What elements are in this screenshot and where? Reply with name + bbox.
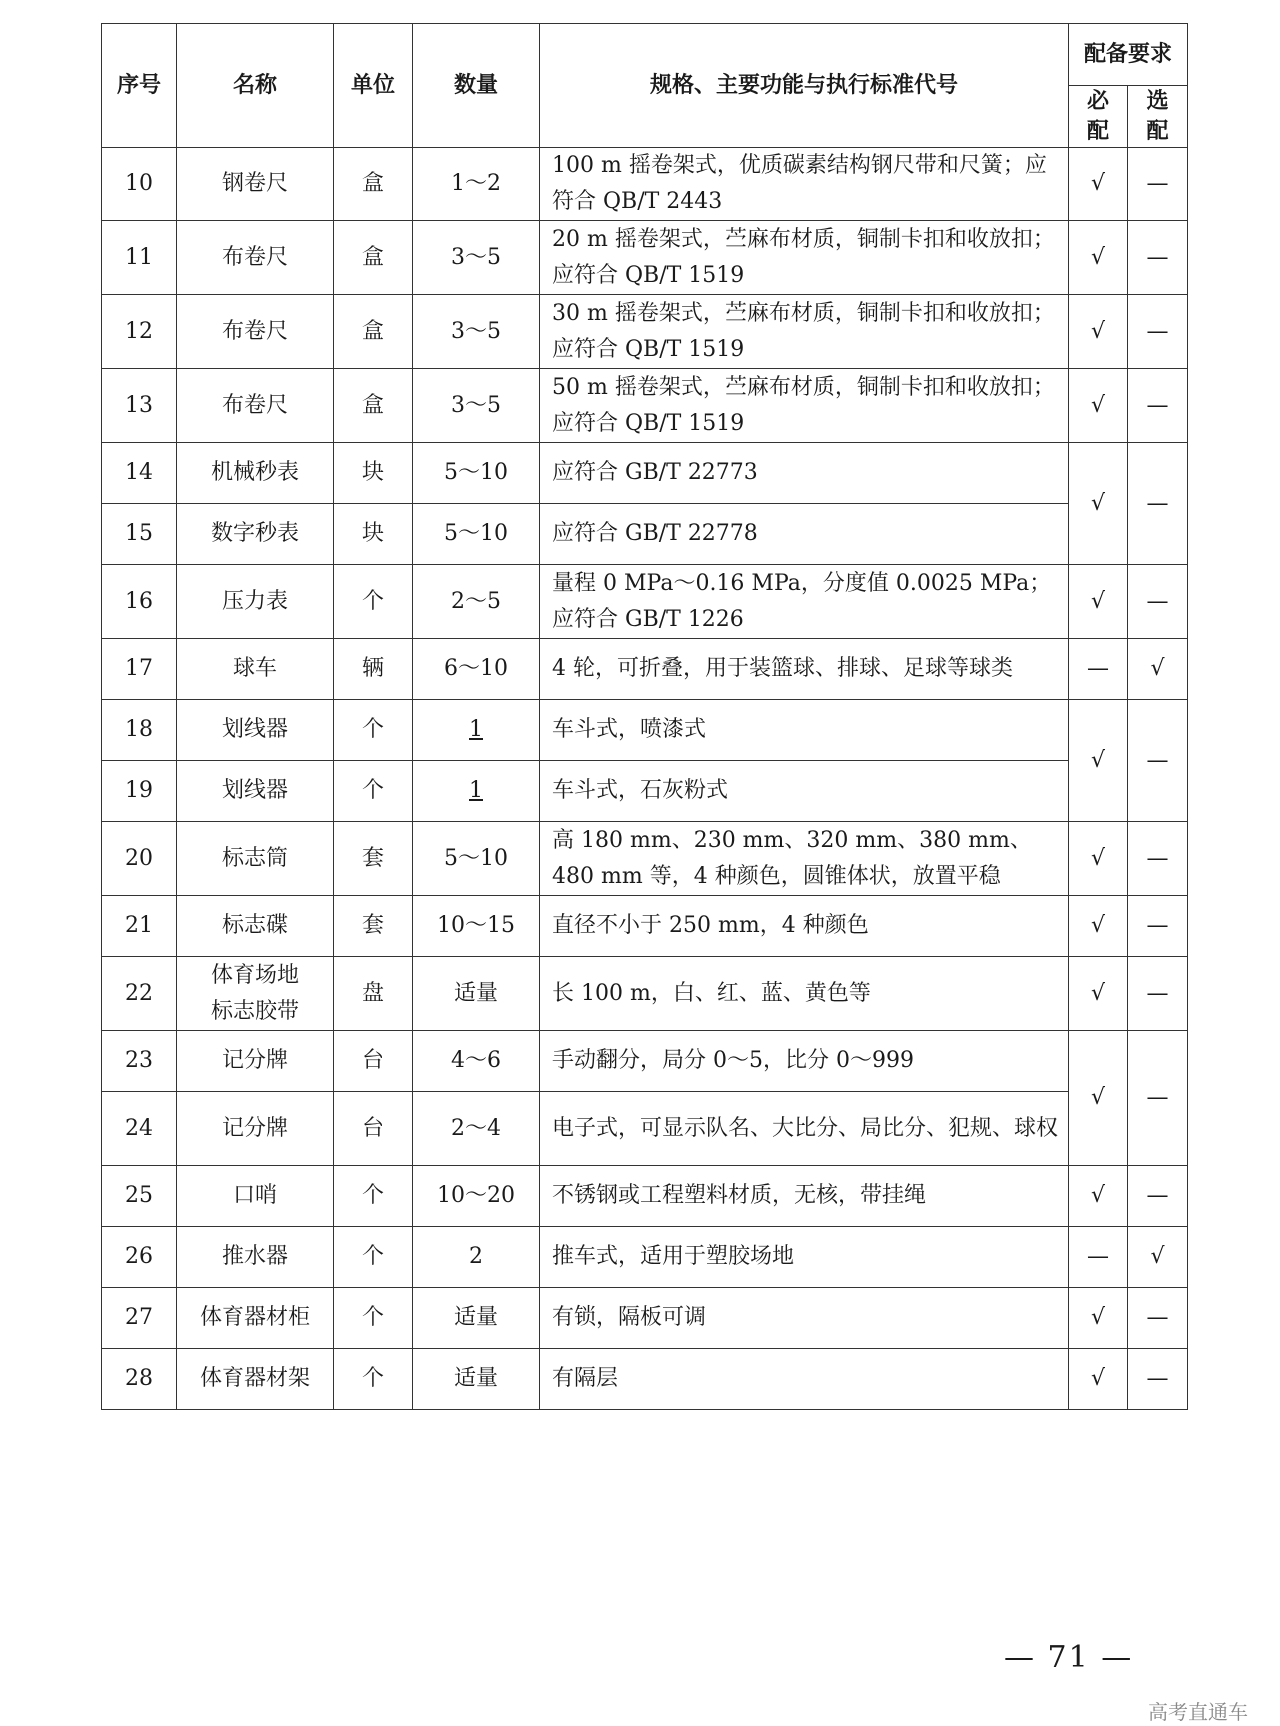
cell-must: √ [1069, 896, 1128, 957]
cell-qty: 适量 [413, 957, 540, 1031]
cell-must: √ [1069, 565, 1128, 639]
header-must: 必配 [1069, 86, 1128, 148]
header-optional: 选配 [1128, 86, 1188, 148]
cell-name: 球车 [177, 639, 334, 700]
cell-qty: 1 [413, 761, 540, 822]
cell-unit: 辆 [334, 639, 413, 700]
cell-qty: 3～5 [413, 295, 540, 369]
cell-optional: — [1128, 221, 1188, 295]
table-row [102, 221, 1188, 295]
header-seq: 序号 [102, 24, 177, 148]
cell-must: — [1069, 639, 1128, 700]
cell-name: 布卷尺 [177, 295, 334, 369]
table-row [102, 1349, 1188, 1410]
cell-qty: 10～15 [413, 896, 540, 957]
cell-unit: 盘 [334, 957, 413, 1031]
cell-spec: 100 m 摇卷架式，优质碳素结构钢尺带和尺簧；应符合 QB/T 2443 [540, 148, 1069, 221]
cell-optional: — [1128, 1166, 1188, 1227]
cell-qty: 3～5 [413, 221, 540, 295]
cell-must: √ [1069, 443, 1128, 565]
cell-seq: 24 [102, 1092, 177, 1166]
table-row [102, 639, 1188, 700]
cell-spec: 应符合 GB/T 22778 [540, 504, 1069, 565]
cell-spec: 20 m 摇卷架式，苎麻布材质，铜制卡扣和收放扣；应符合 QB/T 1519 [540, 221, 1069, 295]
cell-seq: 20 [102, 822, 177, 896]
table-row [102, 822, 1188, 896]
cell-qty: 6～10 [413, 639, 540, 700]
cell-name: 标志碟 [177, 896, 334, 957]
table-row [102, 896, 1188, 957]
cell-spec: 30 m 摇卷架式，苎麻布材质，铜制卡扣和收放扣；应符合 QB/T 1519 [540, 295, 1069, 369]
header-unit: 单位 [334, 24, 413, 148]
header-requirement: 配备要求 [1069, 24, 1188, 86]
cell-seq: 10 [102, 148, 177, 221]
cell-unit: 块 [334, 443, 413, 504]
cell-name: 记分牌 [177, 1092, 334, 1166]
table-row [102, 1092, 1188, 1166]
table-row [102, 443, 1188, 504]
cell-must: — [1069, 1227, 1128, 1288]
cell-qty: 5～10 [413, 822, 540, 896]
table-row [102, 1031, 1188, 1092]
cell-must: √ [1069, 1166, 1128, 1227]
cell-seq: 28 [102, 1349, 177, 1410]
cell-spec: 高 180 mm、230 mm、320 mm、380 mm、480 mm 等，4 种颜色，圆锥体状，放置平稳 [540, 822, 1069, 896]
cell-name: 体育器材架 [177, 1349, 334, 1410]
cell-spec: 车斗式，喷漆式 [540, 700, 1069, 761]
cell-must: √ [1069, 700, 1128, 822]
cell-seq: 11 [102, 221, 177, 295]
cell-optional: — [1128, 565, 1188, 639]
cell-name: 布卷尺 [177, 221, 334, 295]
cell-must: √ [1069, 221, 1128, 295]
cell-unit: 个 [334, 1227, 413, 1288]
cell-seq: 26 [102, 1227, 177, 1288]
cell-name: 钢卷尺 [177, 148, 334, 221]
cell-optional: √ [1128, 1227, 1188, 1288]
cell-unit: 套 [334, 822, 413, 896]
header-name: 名称 [177, 24, 334, 148]
cell-optional: — [1128, 1349, 1188, 1410]
cell-name: 口哨 [177, 1166, 334, 1227]
header-qty: 数量 [413, 24, 540, 148]
cell-optional: — [1128, 957, 1188, 1031]
cell-name: 划线器 [177, 700, 334, 761]
cell-spec: 电子式，可显示队名、大比分、局比分、犯规、球权 [540, 1092, 1069, 1166]
table-row [102, 1288, 1188, 1349]
watermark-text: 高考直通车 [1148, 1700, 1248, 1724]
cell-optional: — [1128, 822, 1188, 896]
table-row [102, 761, 1188, 822]
cell-optional: — [1128, 1031, 1188, 1166]
cell-seq: 16 [102, 565, 177, 639]
cell-name: 数字秒表 [177, 504, 334, 565]
cell-must: √ [1069, 1349, 1128, 1410]
cell-spec: 4 轮，可折叠，用于装篮球、排球、足球等球类 [540, 639, 1069, 700]
cell-name: 标志筒 [177, 822, 334, 896]
table-row [102, 700, 1188, 761]
table-row [102, 369, 1188, 443]
cell-qty: 10～20 [413, 1166, 540, 1227]
cell-unit: 盒 [334, 369, 413, 443]
cell-spec: 手动翻分，局分 0～5，比分 0～999 [540, 1031, 1069, 1092]
cell-must: √ [1069, 1288, 1128, 1349]
cell-optional: — [1128, 700, 1188, 822]
cell-spec: 量程 0 MPa～0.16 MPa，分度值 0.0025 MPa；应符合 GB/T 1226 [540, 565, 1069, 639]
cell-must: √ [1069, 148, 1128, 221]
cell-spec: 不锈钢或工程塑料材质，无核，带挂绳 [540, 1166, 1069, 1227]
cell-seq: 14 [102, 443, 177, 504]
header-spec: 规格、主要功能与执行标准代号 [540, 24, 1069, 148]
cell-spec: 推车式，适用于塑胶场地 [540, 1227, 1069, 1288]
cell-qty: 适量 [413, 1349, 540, 1410]
cell-seq: 22 [102, 957, 177, 1031]
page-number: — 71 — [1004, 1640, 1134, 1675]
cell-name: 推水器 [177, 1227, 334, 1288]
cell-optional: — [1128, 443, 1188, 565]
cell-spec: 长 100 m，白、红、蓝、黄色等 [540, 957, 1069, 1031]
cell-qty: 2 [413, 1227, 540, 1288]
table-row [102, 957, 1188, 1031]
cell-must: √ [1069, 822, 1128, 896]
cell-seq: 19 [102, 761, 177, 822]
cell-qty: 5～10 [413, 443, 540, 504]
cell-qty: 3～5 [413, 369, 540, 443]
cell-name: 划线器 [177, 761, 334, 822]
cell-unit: 个 [334, 700, 413, 761]
cell-must: √ [1069, 369, 1128, 443]
table-row [102, 148, 1188, 221]
cell-spec: 有隔层 [540, 1349, 1069, 1410]
cell-unit: 个 [334, 1166, 413, 1227]
cell-spec: 有锁，隔板可调 [540, 1288, 1069, 1349]
table-row [102, 504, 1188, 565]
cell-unit: 个 [334, 1288, 413, 1349]
cell-seq: 23 [102, 1031, 177, 1092]
table-row [102, 1166, 1188, 1227]
cell-unit: 套 [334, 896, 413, 957]
cell-seq: 27 [102, 1288, 177, 1349]
cell-seq: 12 [102, 295, 177, 369]
cell-seq: 13 [102, 369, 177, 443]
cell-name: 记分牌 [177, 1031, 334, 1092]
cell-unit: 盒 [334, 295, 413, 369]
cell-unit: 盒 [334, 148, 413, 221]
cell-seq: 21 [102, 896, 177, 957]
cell-qty: 1 [413, 700, 540, 761]
cell-unit: 块 [334, 504, 413, 565]
table-row [102, 295, 1188, 369]
cell-unit: 台 [334, 1092, 413, 1166]
cell-must: √ [1069, 957, 1128, 1031]
cell-optional: √ [1128, 639, 1188, 700]
cell-unit: 盒 [334, 221, 413, 295]
cell-seq: 25 [102, 1166, 177, 1227]
cell-name: 机械秒表 [177, 443, 334, 504]
cell-qty: 1～2 [413, 148, 540, 221]
cell-optional: — [1128, 1288, 1188, 1349]
cell-optional: — [1128, 148, 1188, 221]
cell-unit: 个 [334, 565, 413, 639]
cell-optional: — [1128, 896, 1188, 957]
cell-unit: 个 [334, 761, 413, 822]
table-row [102, 565, 1188, 639]
cell-unit: 台 [334, 1031, 413, 1092]
cell-optional: — [1128, 295, 1188, 369]
cell-optional: — [1128, 369, 1188, 443]
cell-qty: 2～5 [413, 565, 540, 639]
cell-name: 压力表 [177, 565, 334, 639]
cell-spec: 车斗式，石灰粉式 [540, 761, 1069, 822]
equipment-table [101, 23, 1188, 1410]
cell-seq: 15 [102, 504, 177, 565]
cell-seq: 17 [102, 639, 177, 700]
cell-must: √ [1069, 1031, 1128, 1166]
cell-unit: 个 [334, 1349, 413, 1410]
cell-qty: 4～6 [413, 1031, 540, 1092]
cell-qty: 2～4 [413, 1092, 540, 1166]
cell-spec: 直径不小于 250 mm，4 种颜色 [540, 896, 1069, 957]
cell-name: 体育场地标志胶带 [177, 957, 334, 1031]
cell-name: 体育器材柜 [177, 1288, 334, 1349]
table-row [102, 1227, 1188, 1288]
cell-spec: 50 m 摇卷架式，苎麻布材质，铜制卡扣和收放扣；应符合 QB/T 1519 [540, 369, 1069, 443]
cell-name: 布卷尺 [177, 369, 334, 443]
cell-must: √ [1069, 295, 1128, 369]
cell-seq: 18 [102, 700, 177, 761]
cell-spec: 应符合 GB/T 22773 [540, 443, 1069, 504]
cell-qty: 5～10 [413, 504, 540, 565]
cell-qty: 适量 [413, 1288, 540, 1349]
